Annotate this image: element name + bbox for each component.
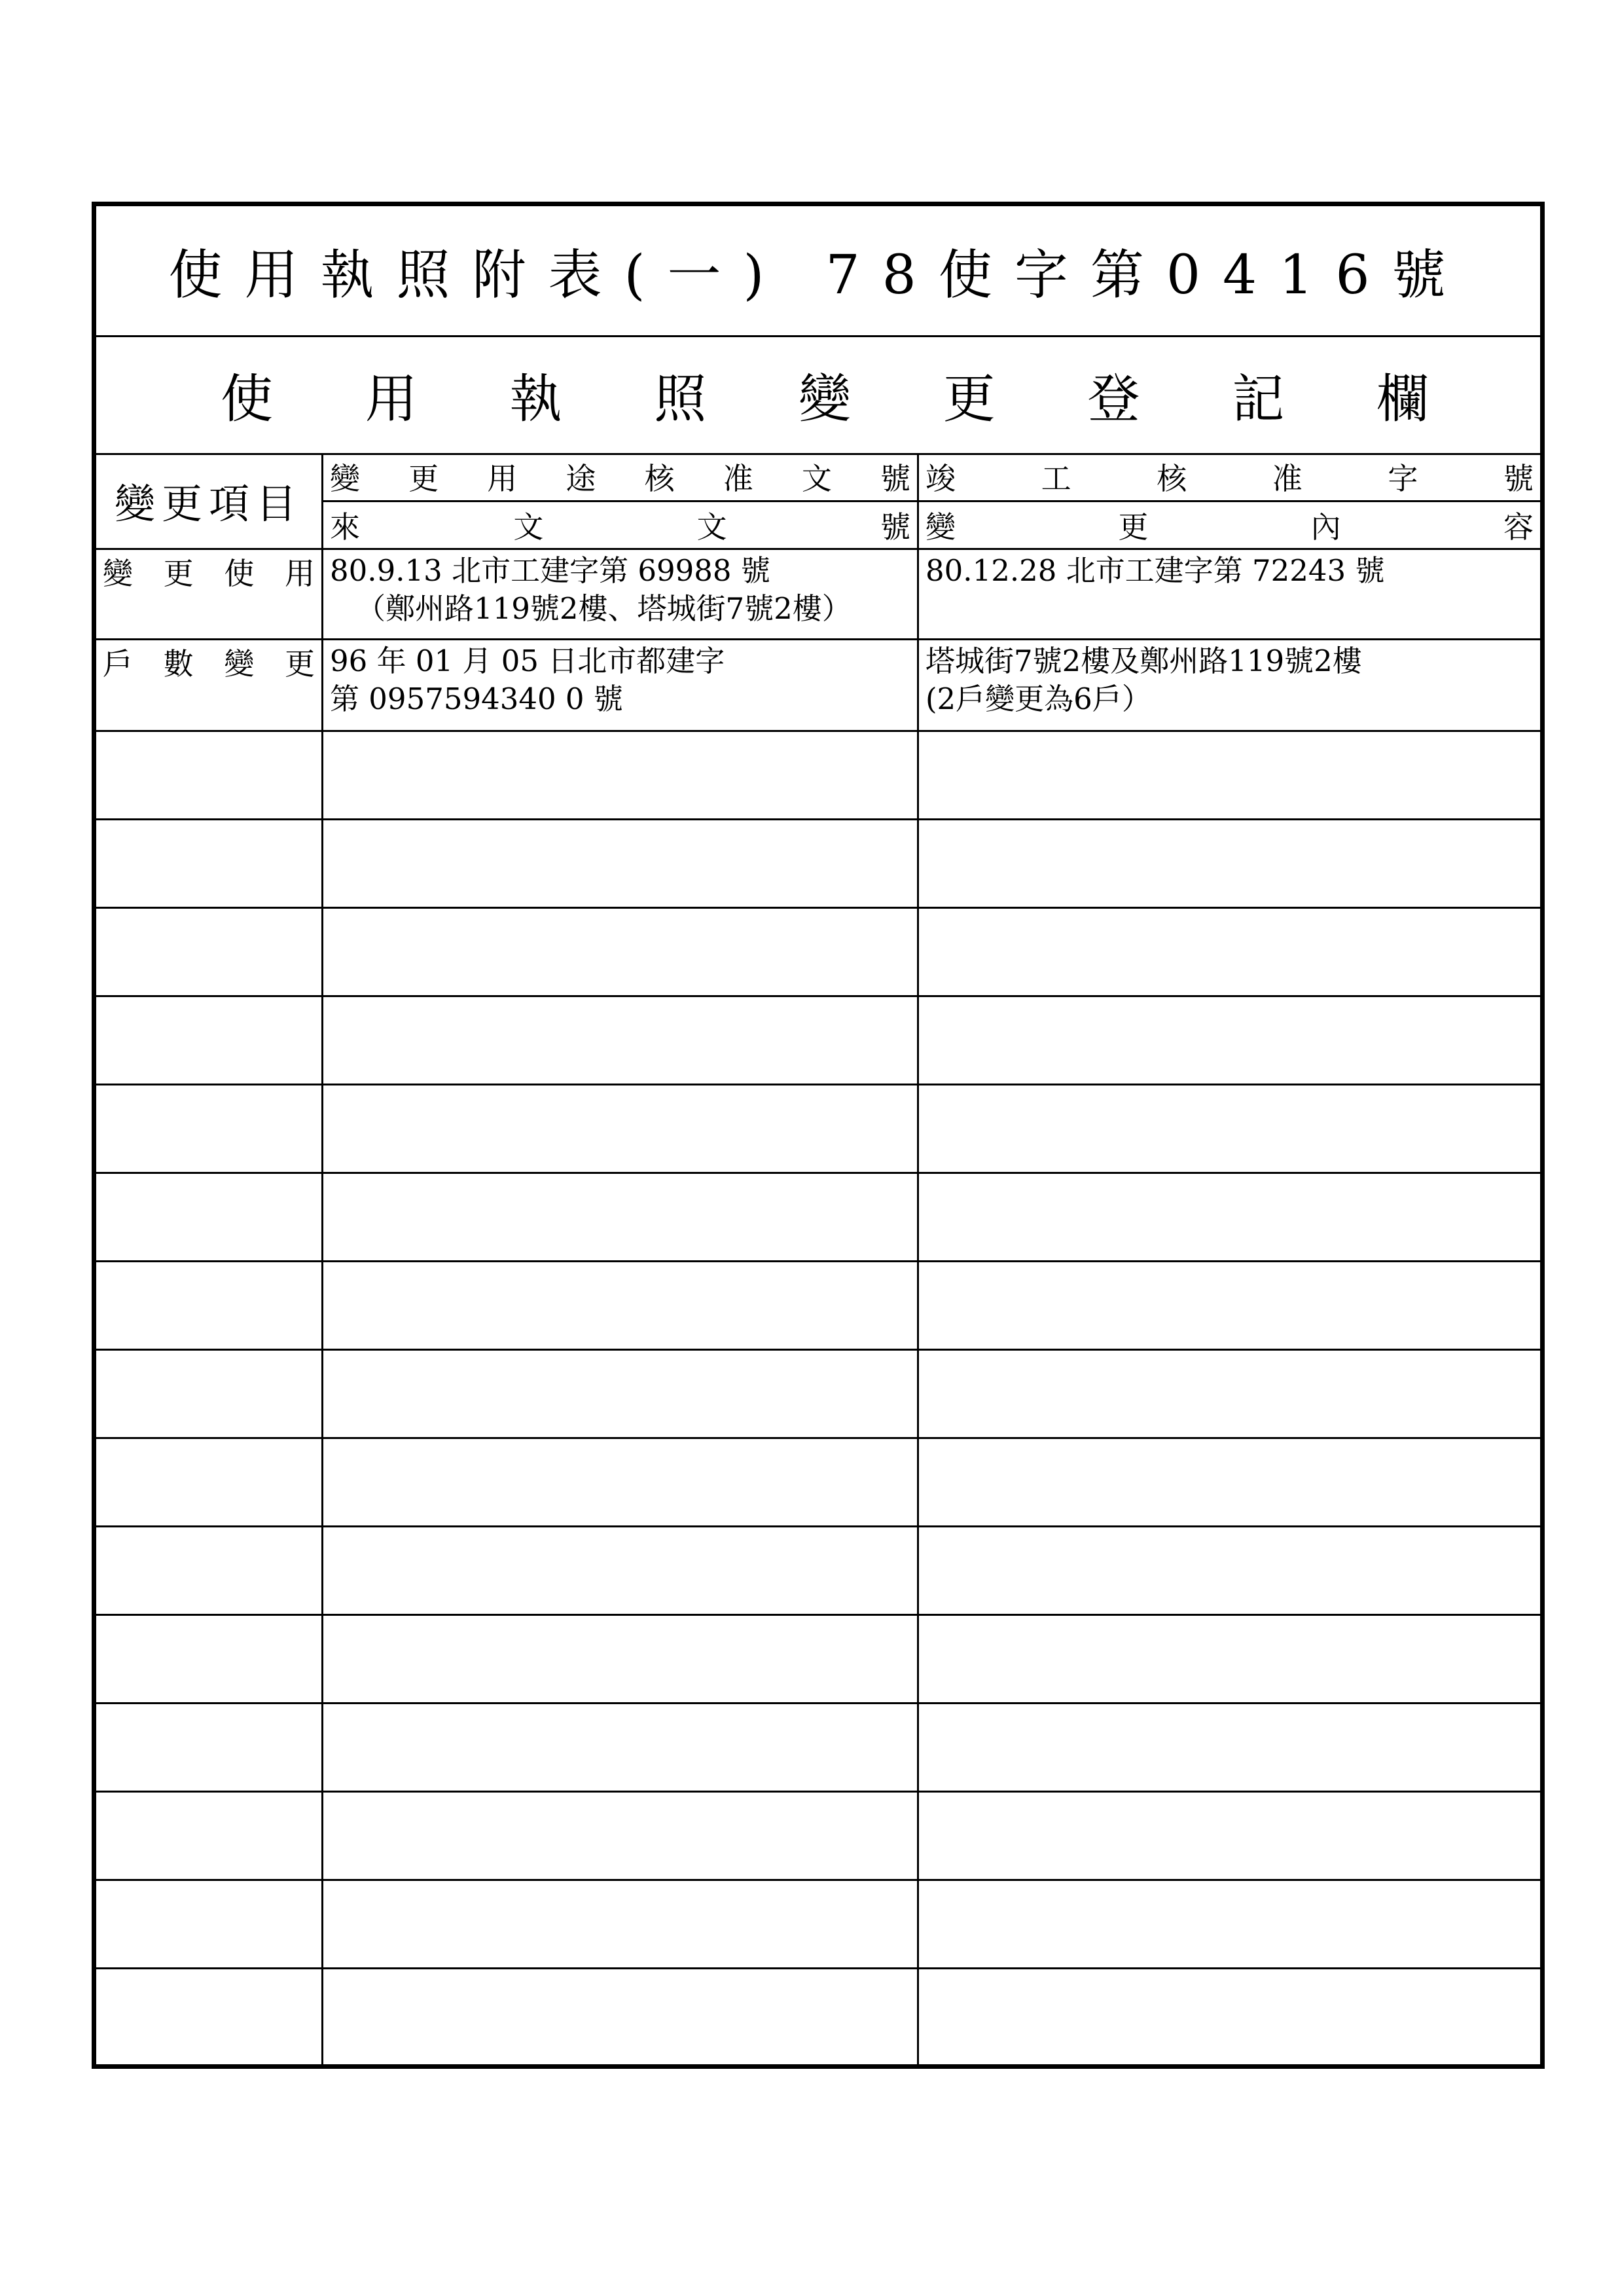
- row-doc-no: 80.9.13 北市工建字第 69988 號 （鄭州路119號2樓、塔城街7號2樓）: [330, 553, 852, 626]
- empty-row-line: [96, 1349, 1540, 1351]
- empty-row-line: [96, 907, 1540, 909]
- subtitle-char: 更: [943, 368, 996, 429]
- empty-row-line: [96, 1614, 1540, 1616]
- empty-row-line: [96, 1879, 1540, 1881]
- divider: [96, 730, 1540, 732]
- subtitle-char: 照: [654, 368, 707, 429]
- empty-row-line: [96, 1791, 1540, 1793]
- form-title: 使用執照附表(一) 78使字第0416號: [168, 244, 1468, 306]
- row-item: 戶 數 變 更: [103, 646, 315, 682]
- subtitle-char: 記: [1232, 368, 1285, 429]
- subtitle-char: 用: [365, 368, 418, 429]
- empty-row-line: [96, 995, 1540, 997]
- subtitle-char: 使: [221, 368, 273, 429]
- empty-row-line: [96, 818, 1540, 820]
- row-change-content: 塔城街7號2樓及鄭州路119號2樓 (2戶變更為6戶）: [926, 644, 1362, 716]
- empty-row-line: [96, 1084, 1540, 1085]
- subtitle-char: 變: [799, 368, 851, 429]
- empty-row-line: [96, 1702, 1540, 1704]
- row-item: 變 更 使 用: [103, 556, 315, 591]
- empty-row-line: [96, 1967, 1540, 1969]
- subtitle-char: 登: [1087, 368, 1140, 429]
- subtitle-char: 欄: [1376, 368, 1429, 429]
- empty-row-line: [96, 1260, 1540, 1262]
- subtitle-char: 執: [509, 368, 562, 429]
- empty-row-line: [96, 1172, 1540, 1174]
- registration-form: [92, 202, 1545, 2069]
- header-completion-no: 竣 工 核 准 字 號: [926, 461, 1534, 496]
- row-change-content: 80.12.28 北市工建字第 72243 號: [926, 553, 1385, 588]
- empty-row-line: [96, 1525, 1540, 1527]
- header-approval-doc-no: 變 更 用 途 核 准 文 號: [330, 461, 910, 496]
- header-change-content: 變 更 內 容: [926, 509, 1534, 545]
- form-subtitle: [96, 335, 1540, 453]
- empty-row-line: [96, 1437, 1540, 1439]
- header-incoming-doc-no: 來 文 文 號: [330, 509, 910, 545]
- row-doc-no: 96 年 01 月 05 日北市都建字 第 0957594340 0 號: [330, 644, 725, 716]
- header-item: 變更項目: [114, 480, 303, 528]
